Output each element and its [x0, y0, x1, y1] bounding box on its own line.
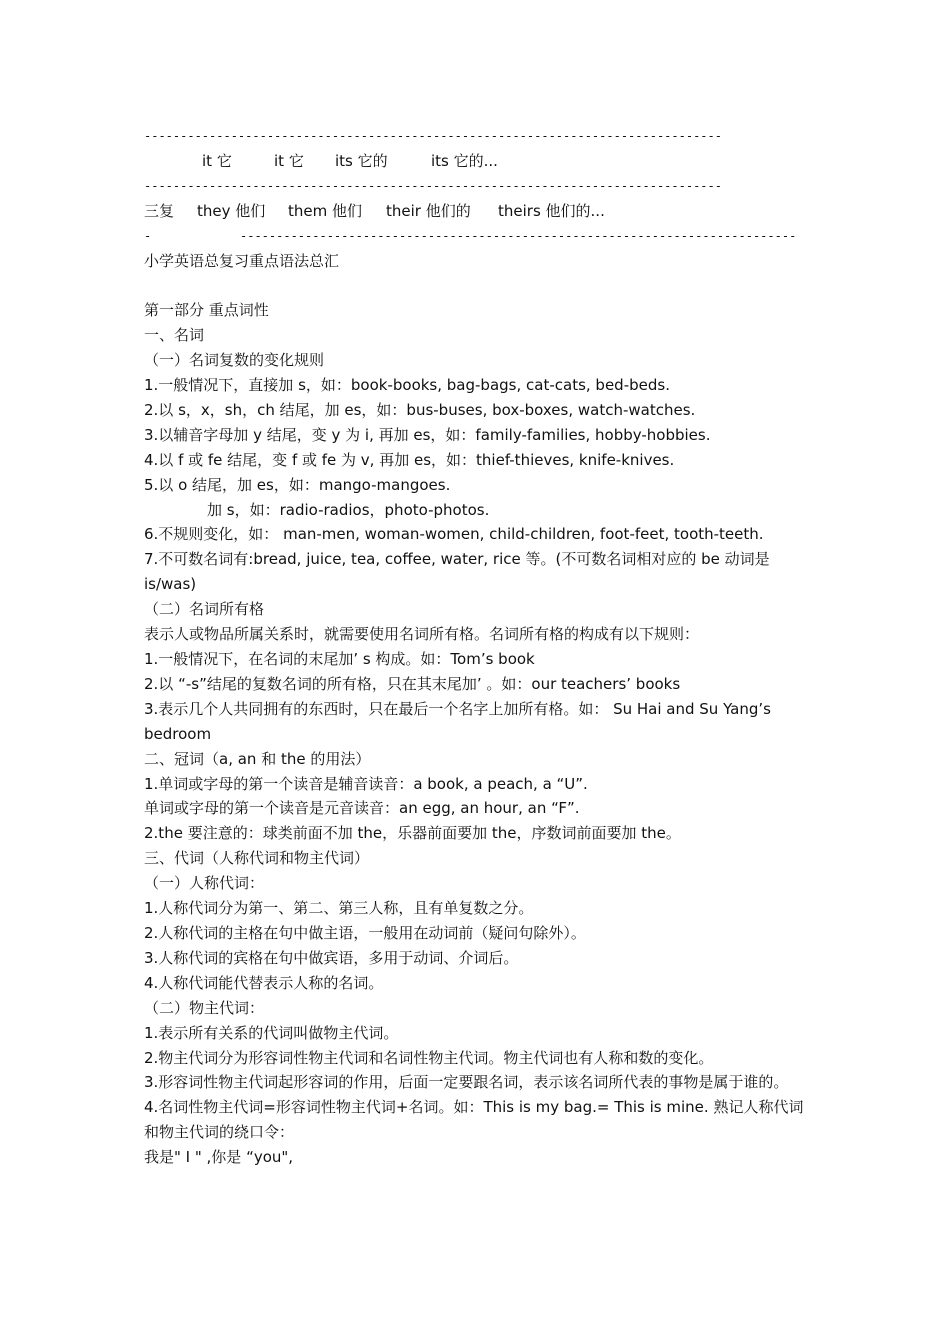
rule-item: 4.以 f 或 fe 结尾，变 f 或 fe 为 v, 再加 es，如：thief-thieves, knife-knives. — [144, 450, 675, 469]
table-separator: -------------------------------------------------------------------------------- — [144, 129, 722, 143]
table-separator: -------------------------------------------------------------------------------- — [144, 178, 722, 193]
rule-item: 1.单词或字母的第一个读音是辅音读音：a book, a peach, a “U”. — [144, 774, 588, 793]
subsection-heading: （二）物主代词： — [144, 998, 265, 1017]
pronoun-cell: they 他们 — [197, 201, 266, 220]
pronoun-cell: theirs 他们的... — [498, 201, 605, 220]
rule-item: 3.形容词性物主代词起形容词的作用，后面一定要跟名词，表示该名词所代表的事物是属于谁的。 — [144, 1073, 789, 1092]
rule-item: 2.以 s，x，sh，ch 结尾，加 es，如：bus-buses, box-boxes, watch-watches. — [144, 400, 696, 419]
paragraph: 表示人或物品所属关系时，就需要使用名词所有格。名词所有格的构成有以下规则： — [144, 625, 700, 644]
rule-item: 单词或字母的第一个读音是元音读音：an egg, an hour, an “F”. — [144, 799, 580, 818]
rule-item: 6.不规则变化，如： man-men, woman-women, child-children, foot-feet, tooth-teeth. — [144, 525, 764, 544]
pronoun-cell: its 它的... — [431, 151, 498, 170]
rule-item: 1.一般情况下，在名词的末尾加’ s 构成。如：Tom’s book — [144, 650, 535, 669]
document-page — [144, 124, 809, 1170]
rule-item: 2.人称代词的主格在句中做主语，一般用在动词前（疑问句除外）。 — [144, 923, 586, 942]
rule-item: 3.表示几个人共同拥有的东西时，只在最后一个名字上加所有格。如： Su Hai and Su Yang’s bedroom — [144, 699, 771, 743]
spacer — [144, 273, 809, 298]
pronoun-row-it — [144, 149, 809, 174]
rule-item: 3.人称代词的宾格在句中做宾语，多用于动词、介词后。 — [144, 948, 519, 967]
rule-item: 7.不可数名词有:bread, juice, tea, coffee, water, rice 等。(不可数名词相对应的 be 动词是 is/was) — [144, 550, 770, 594]
pronoun-cell: its 它的 — [335, 151, 388, 170]
rule-item: 2.物主代词分为形容词性物主代词和名词性物主代词。物主代词也有人称和数的变化。 — [144, 1048, 714, 1067]
section-heading: 一、名词 — [144, 326, 205, 345]
rule-item: 5.以 o 结尾，加 es，如：mango-mangoes. — [144, 475, 451, 494]
rule-item: 3.以辅音字母加 y 结尾，变 y 为 i, 再加 es，如：family-families, hobby-hobbies. — [144, 425, 711, 444]
row-label: 三复 — [144, 201, 175, 220]
table-separator: - ----------------------------------------------------------------------------- — [144, 228, 797, 243]
document-title: 小学英语总复习重点语法总汇 — [144, 251, 340, 270]
rule-item: 2.以 “-s”结尾的复数名词的所有格，只在其末尾加’ 。如：our teachers’ books — [144, 674, 681, 693]
rule-item: 1.人称代词分为第一、第二、第三人称，且有单复数之分。 — [144, 899, 534, 918]
pronoun-row-they — [144, 199, 809, 224]
pronoun-cell: their 他们的 — [386, 201, 471, 220]
rule-item: 1.表示所有关系的代词叫做物主代词。 — [144, 1023, 399, 1042]
rule-item: 加 s，如：radio-radios，photo-photos. — [207, 500, 490, 519]
pronoun-cell: it 它 — [274, 151, 304, 170]
section-heading: 二、冠词（a, an 和 the 的用法） — [144, 749, 371, 768]
part-heading: 第一部分 重点词性 — [144, 301, 269, 320]
rule-item: 1.一般情况下，直接加 s，如：book-books, bag-bags, cat-cats, bed-beds. — [144, 376, 670, 395]
pronoun-cell: it 它 — [202, 151, 232, 170]
rule-item: 2.the 要注意的：球类前面不加 the，乐器前面要加 the，序数词前面要加 the。 — [144, 824, 681, 843]
rule-item: 4.人称代词能代替表示人称的名词。 — [144, 973, 384, 992]
section-heading: 三、代词（人称代词和物主代词） — [144, 849, 370, 868]
rhyme-line: 我是" I " ,你是 “you", — [144, 1148, 294, 1167]
subsection-heading: （一）人称代词： — [144, 874, 265, 893]
subsection-heading: （一）名词复数的变化规则 — [144, 351, 325, 370]
subsection-heading: （二）名词所有格 — [144, 600, 265, 619]
pronoun-cell: them 他们 — [288, 201, 362, 220]
rule-item: 4.名词性物主代词=形容词性物主代词+名词。如：This is my bag.= This is mine. 熟记人称代词和物主代词的绕口令： — [144, 1098, 804, 1142]
